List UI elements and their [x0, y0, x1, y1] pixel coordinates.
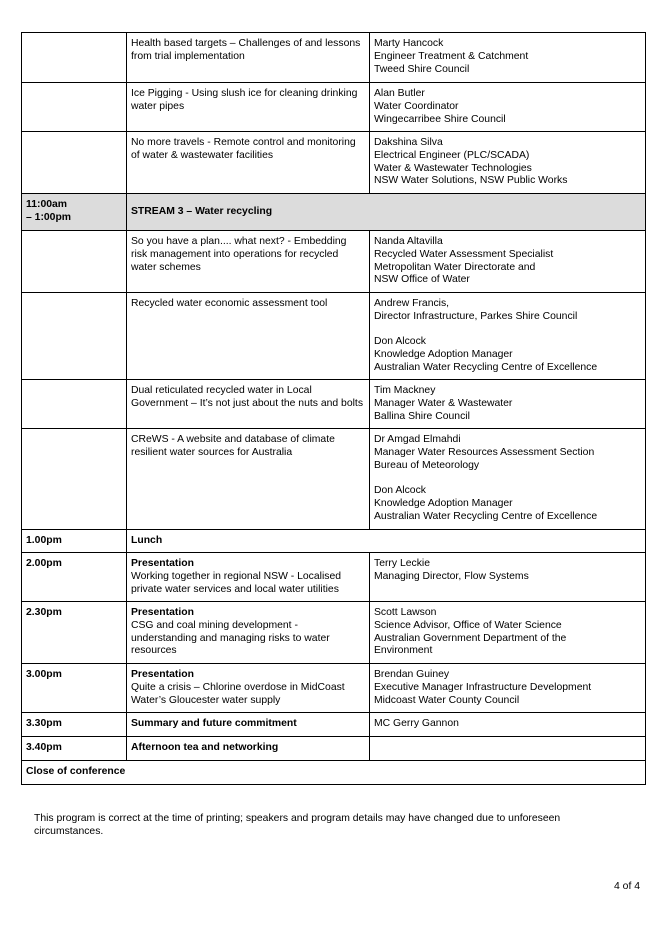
speaker-cell [370, 231, 646, 293]
program-table [21, 32, 646, 785]
speaker-org: Australian Water Recycling Centre of Excellence [374, 510, 598, 522]
speaker-org: Australian Government Department of the [374, 632, 567, 644]
session-cell [127, 553, 370, 602]
table-row [22, 380, 646, 429]
speaker-cell [370, 132, 646, 194]
speaker-name: Dakshina Silva [374, 137, 443, 148]
session-cell [127, 33, 370, 83]
time-cell [22, 83, 127, 132]
session-cell [127, 429, 370, 530]
time-cell [22, 231, 127, 293]
close-of-conference: Close of conference [22, 761, 646, 785]
session-title: Afternoon tea and networking [127, 737, 370, 761]
table-row [22, 602, 646, 664]
time-cell: 2.00pm [22, 553, 127, 602]
session-cell [127, 380, 370, 429]
session-cell [127, 231, 370, 293]
speaker-org: Metropolitan Water Directorate and [374, 261, 536, 273]
speaker-name: MC Gerry Gannon [370, 713, 646, 737]
speaker-org: Wingecarribee Shire Council [374, 113, 506, 125]
speaker-name: Marty Hancock [374, 38, 444, 49]
time-cell: 1.00pm [22, 530, 127, 553]
lunch-title: Lunch [127, 530, 646, 553]
speaker-role: Managing Director, Flow Systems [374, 570, 529, 582]
speaker-org: Water & Wastewater Technologies [374, 162, 532, 174]
table-row [22, 293, 646, 380]
table-row [22, 553, 646, 602]
speaker-cell [370, 602, 646, 664]
speaker-name: Dr Amgad Elmahdi [374, 434, 461, 445]
table-row [22, 33, 646, 83]
speaker-role: Recycled Water Assessment Specialist [374, 248, 554, 260]
speaker-cell [370, 293, 646, 380]
speaker-role: Electrical Engineer (PLC/SCADA) [374, 149, 530, 161]
session-cell [127, 664, 370, 713]
time-cell: 3.00pm [22, 664, 127, 713]
speaker-role: Knowledge Adoption Manager [374, 349, 513, 361]
spacer [374, 324, 641, 337]
table-row [22, 83, 646, 132]
speaker-role: Manager Water & Wastewater [374, 397, 513, 409]
session-cell [127, 602, 370, 664]
time-cell [22, 132, 127, 194]
speaker-name: Terry Leckie [374, 558, 431, 569]
speaker-cell [370, 664, 646, 713]
speaker-role: Engineer Treatment & Catchment [374, 50, 529, 62]
session-title: Recycled water economic assessment tool [131, 298, 328, 309]
spacer [374, 472, 641, 485]
stream-header-row [22, 194, 646, 231]
speaker-role: Executive Manager Infrastructure Development [374, 681, 592, 693]
session-title: Dual reticulated recycled water in Local Government – It’s not just about the nuts and bolts [131, 385, 364, 409]
close-row [22, 761, 646, 785]
speaker-cell [370, 553, 646, 602]
footer-note: This program is correct at the time of printing; speakers and program details may have changed due to unforeseen circumstances. [34, 813, 561, 837]
speaker-org: Bureau of Meteorology [374, 459, 480, 471]
summary-row [22, 713, 646, 737]
table-row [22, 132, 646, 194]
speaker-cell [370, 83, 646, 132]
stream-time-start: 11:00am [26, 199, 68, 210]
speaker-role: Director Infrastructure, Parkes Shire Council [374, 310, 578, 322]
session-title: Ice Pigging - Using slush ice for cleaning drinking water pipes [131, 88, 358, 112]
speaker-org: Environment [374, 645, 433, 657]
lunch-row [22, 530, 646, 553]
speaker-org: Midcoast Water County Council [374, 694, 520, 706]
speaker-org: Tweed Shire Council [374, 63, 470, 75]
speaker-cell [370, 429, 646, 530]
speaker-name: Alan Butler [374, 88, 425, 99]
time-cell: 2.30pm [22, 602, 127, 664]
session-title: CReWS - A website and database of climate resilient water sources for Australia [131, 434, 335, 458]
session-title: Working together in regional NSW - Localised private water services and local water utilities [131, 570, 342, 595]
session-heading: Presentation [131, 607, 194, 618]
speaker-org: Australian Water Recycling Centre of Excellence [374, 361, 598, 373]
speaker-name: Andrew Francis, [374, 298, 450, 309]
speaker-name: Don Alcock [374, 485, 426, 497]
table-row [22, 231, 646, 293]
speaker-name: Tim Mackney [374, 385, 436, 396]
speaker-cell [370, 737, 646, 761]
speaker-cell [370, 33, 646, 83]
session-title: CSG and coal mining development - understanding and managing risks to water resources [131, 619, 330, 657]
time-cell [22, 380, 127, 429]
speaker-name: Don Alcock [374, 336, 426, 348]
time-cell [22, 429, 127, 530]
speaker-role: Knowledge Adoption Manager [374, 497, 513, 509]
session-title: Health based targets – Challenges of and lessons from trial implementation [131, 38, 361, 62]
speaker-name: Nanda Altavilla [374, 236, 443, 247]
session-title: Quite a crisis – Chlorine overdose in MidCoast Water’s Gloucester water supply [131, 681, 345, 706]
session-title: So you have a plan.... what next? - Embedding risk management into operations for recycled water schemes [131, 236, 347, 273]
tea-row [22, 737, 646, 761]
speaker-name: Scott Lawson [374, 607, 437, 618]
session-title: No more travels - Remote control and monitoring of water & wastewater facilities [131, 137, 356, 161]
table-row [22, 429, 646, 530]
speaker-name: Brendan Guiney [374, 669, 450, 680]
session-title: Summary and future commitment [127, 713, 370, 737]
table-row [22, 664, 646, 713]
session-cell [127, 132, 370, 194]
stream-title: STREAM 3 – Water recycling [127, 194, 646, 231]
session-heading: Presentation [131, 669, 194, 680]
session-cell [127, 293, 370, 380]
session-heading: Presentation [131, 558, 194, 569]
speaker-org: NSW Water Solutions, NSW Public Works [374, 175, 568, 187]
speaker-role: Water Coordinator [374, 100, 459, 112]
time-cell [22, 293, 127, 380]
time-cell: 3.40pm [22, 737, 127, 761]
session-cell [127, 83, 370, 132]
speaker-org: Ballina Shire Council [374, 410, 470, 422]
speaker-org: NSW Office of Water [374, 274, 470, 286]
stream-time-cell [22, 194, 127, 231]
speaker-role: Science Advisor, Office of Water Science [374, 619, 562, 631]
stream-time-end: – 1:00pm [26, 211, 72, 223]
time-cell: 3.30pm [22, 713, 127, 737]
speaker-role: Manager Water Resources Assessment Section [374, 446, 595, 458]
speaker-cell [370, 380, 646, 429]
page-number: 4 of 4 [614, 881, 640, 892]
time-cell [22, 33, 127, 83]
